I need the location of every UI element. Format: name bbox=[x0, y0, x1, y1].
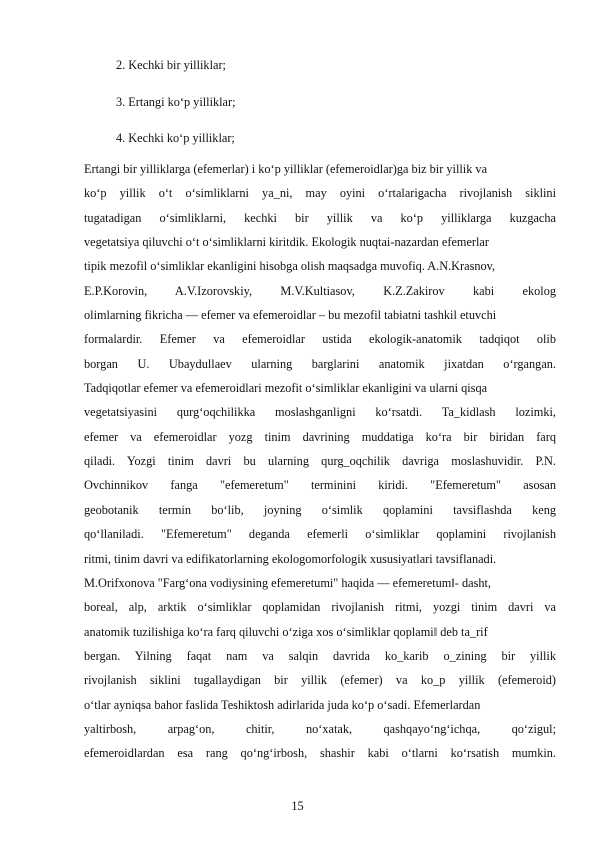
list-item: 2. Kechki bir yilliklar; bbox=[116, 58, 226, 72]
text-line: Ertangi bir yilliklarga (efemerlar) i ko‘p yilliklar (efemeroidlar)ga biz bir yillik va bbox=[84, 162, 488, 176]
body-text bbox=[84, 162, 556, 771]
text-line: M.Orifxonova "Farg‘ona vodiysining efemeretumi" haqida — efemeretum‖- dasht, bbox=[84, 575, 491, 590]
text-line: tugatadigan o‘simliklarni, kechki bir yillik va ko‘p yilliklarga kuzgacha bbox=[84, 210, 556, 225]
text-line: vegetatsiyasini qurg‘oqchilikka moslashganligni ko‘rsatdi. Ta_kidlash lozimki, bbox=[84, 405, 556, 420]
text-line: o‘tlar ayniqsa bahor faslida Teshiktosh adirlarida juda ko‘p o‘sadi. Efemerlardan bbox=[84, 697, 481, 712]
text-line: vegetatsiya qiluvchi o‘t o‘simliklarni kiritdik. Ekologik nuqtai-nazardan efemerlar bbox=[84, 235, 489, 250]
list-item: 3. Ertangi ko‘p yilliklar; bbox=[116, 94, 236, 109]
page-number: 15 bbox=[291, 799, 304, 813]
text-line: borgan U. Ubaydullaev ularning barglarini anatomik jixatdan o‘rgangan. bbox=[84, 356, 556, 371]
category-list bbox=[116, 58, 546, 168]
text-line: rivojlanish siklini tugallaydigan bir yillik (efemer) va ko_p yillik (efemeroid) bbox=[84, 673, 556, 688]
text-line: olimlarning fikricha — efemer va efemeroidlar – bu mezofil tabiatni tashkil etuvchi bbox=[84, 308, 497, 323]
text-line: tipik mezofil o‘simliklar ekanligini hisobga olish maqsadga muvofiq. A.N.Krasnov, bbox=[84, 259, 496, 274]
text-line: efemer va efemeroidlar yozg tinim davrining muddatiga ko‘ra bir biridan farq bbox=[84, 429, 556, 444]
text-line: E.P.Korovin, A.V.Izorovskiy, M.V.Kultiasov, K.Z.Zakirov kabi ekolog bbox=[84, 283, 556, 298]
text-line: Ovchinnikov fanga "efemeretum" terminini kiridi. "Efemeretum" asosan bbox=[84, 478, 556, 493]
text-line: geobotanik termin bo‘lib, joyning o‘simlik qoplamini tavsiflashda keng bbox=[84, 502, 556, 517]
text-line: Tadqiqotlar efemer va efemeroidlari mezofit o‘simliklar ekanligini va ularni qisqa bbox=[84, 381, 488, 396]
text-line: ko‘p yillik o‘t o‘simliklarni ya_ni, may oyini o‘rtalarigacha rivojlanish siklini bbox=[84, 186, 556, 201]
text-line: formalardir. Efemer va efemeroidlar ustida ekologik-anatomik tadqiqot olib bbox=[84, 332, 556, 347]
text-line: efemeroidlardan esa rang qo‘ng‘irbosh, shashir kabi o‘tlarni ko‘rsatish mumkin. bbox=[84, 746, 556, 761]
text-line: qo‘llaniladi. "Efemeretum" deganda efemerli o‘simliklar qoplamini rivojlanish bbox=[84, 527, 556, 542]
text-line: yaltirbosh, arpag‘on, chitir, no‘xatak, qashqayo‘ng‘ichqa, qo‘zigul; bbox=[84, 721, 556, 736]
text-line: ritmi, tinim davri va edifikatorlarning ekologomorfologik xususiyatlari tavsiflanadi. bbox=[84, 551, 497, 566]
text-line: bergan. Yilning faqat nam va salqin davrida ko_karib o_zining bir yillik bbox=[84, 648, 556, 663]
text-line: anatomik tuzilishiga ko‘ra farq qiluvchi o‘ziga xos o‘simliklar qoplami‖ deb ta_rif bbox=[84, 624, 488, 639]
text-line: boreal, alp, arktik o‘simliklar qoplamidan rivojlanish ritmi, yozgi tinim davri va bbox=[84, 600, 556, 615]
text-line: qiladi. Yozgi tinim davri bu ularning qurg_oqchilik davriga moslashuvidir. P.N. bbox=[84, 454, 556, 469]
list-item: 4. Kechki ko‘p yilliklar; bbox=[116, 131, 235, 145]
